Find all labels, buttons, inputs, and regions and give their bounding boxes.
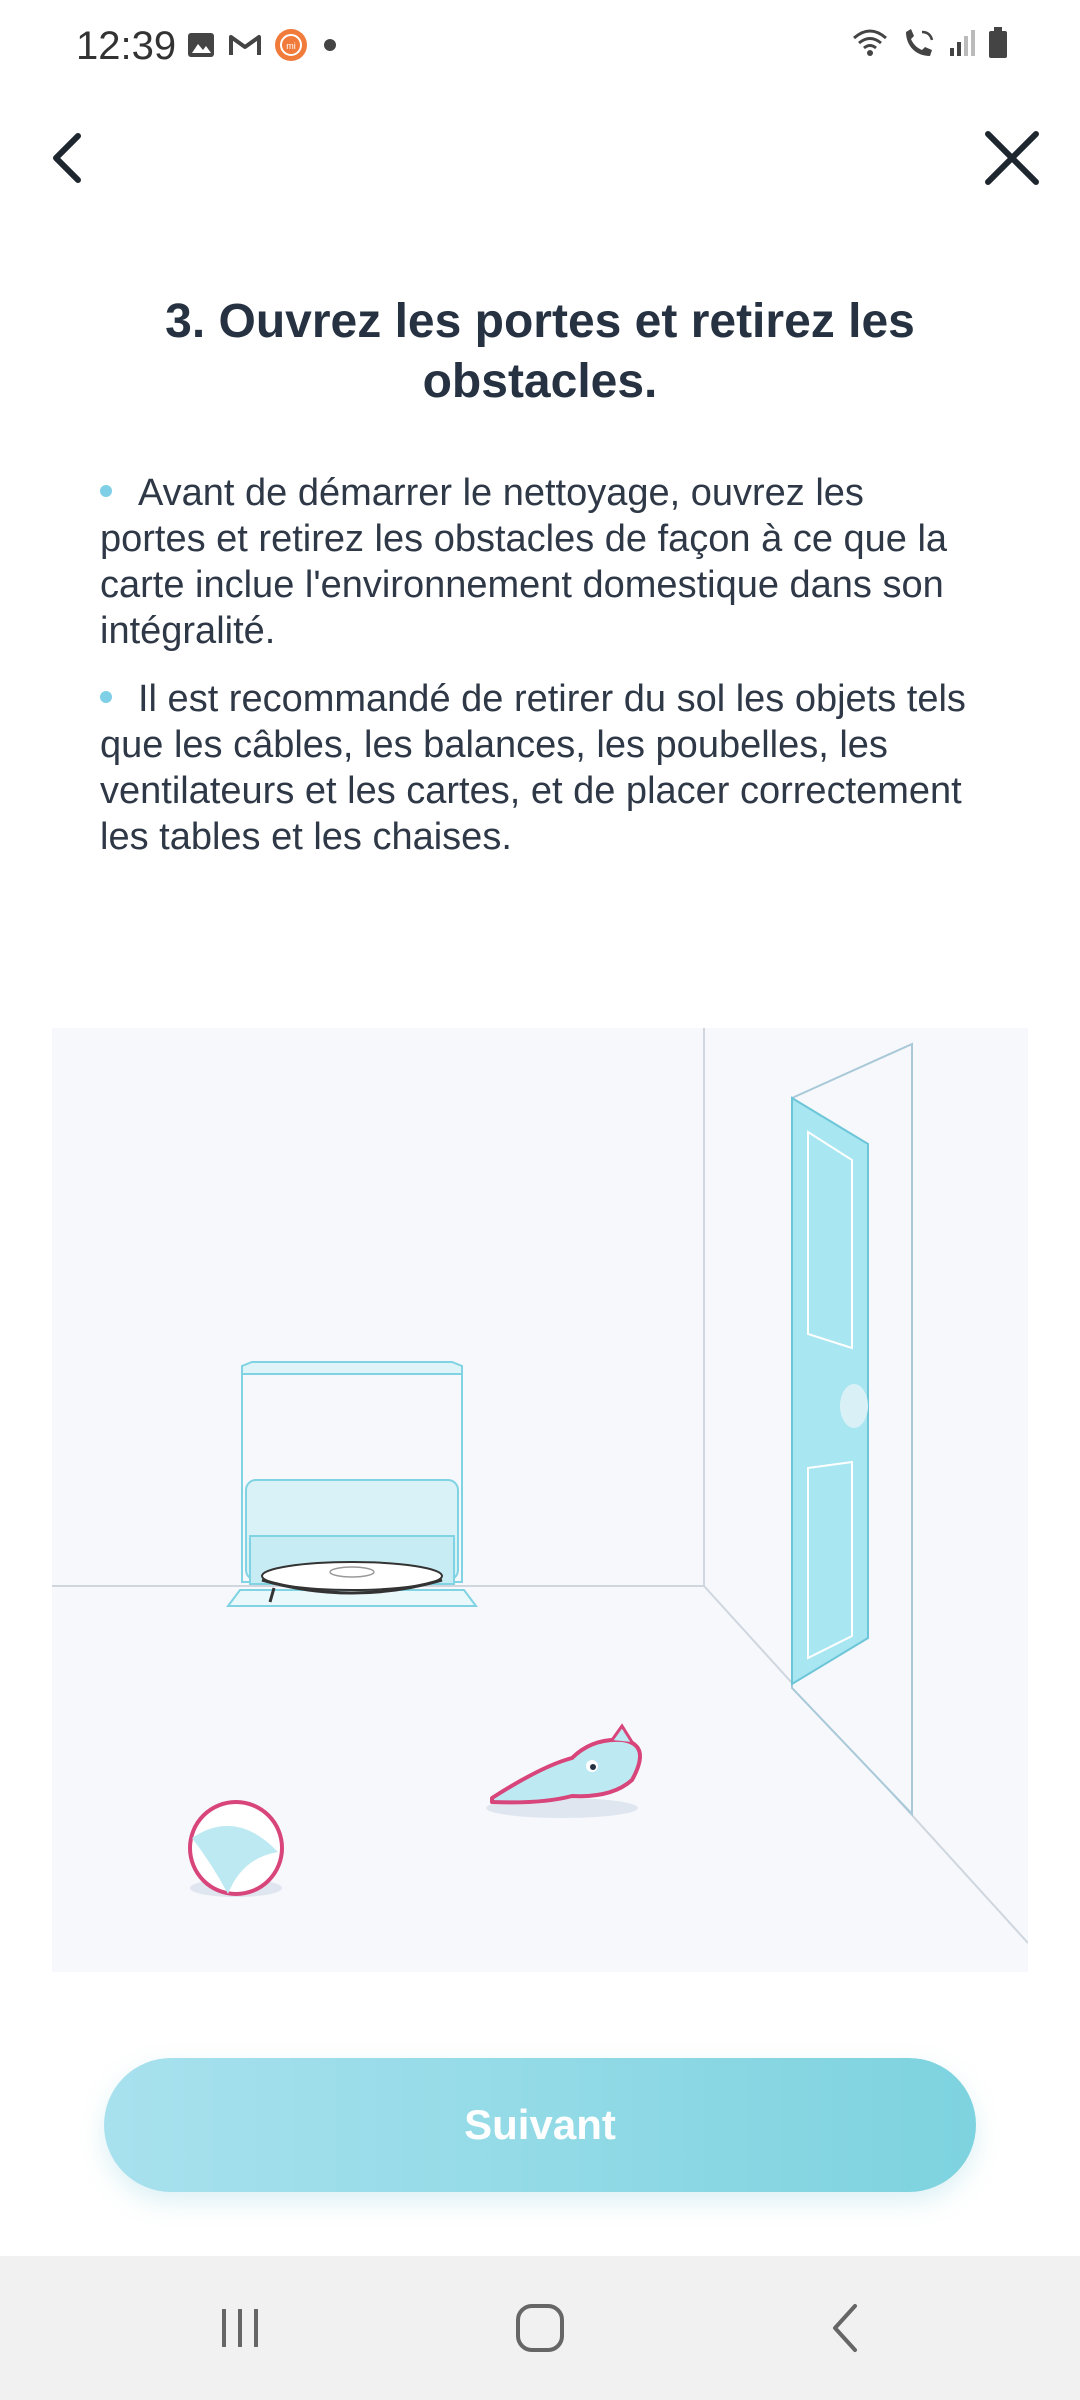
system-back-button[interactable] bbox=[795, 2284, 895, 2372]
next-button[interactable]: Suivant bbox=[104, 2058, 976, 2192]
svg-text:mi: mi bbox=[286, 41, 296, 51]
instruction-item bbox=[100, 470, 980, 654]
bullet-dot-icon bbox=[100, 691, 112, 703]
signal-icon bbox=[948, 28, 978, 58]
mi-home-icon bbox=[274, 28, 308, 62]
ball-icon bbox=[190, 1802, 282, 1897]
status-icons-left bbox=[186, 28, 340, 62]
instruction-text: Il est recommandé de retirer du sol les objets tels que les câbles, les balances, les poubelles, les ventilateurs et les cartes, et de placer correctement les tables et les chaises. bbox=[100, 678, 966, 858]
system-nav-bar bbox=[0, 2256, 1080, 2400]
home-button[interactable] bbox=[490, 2284, 590, 2372]
close-button[interactable] bbox=[964, 110, 1060, 206]
back-icon bbox=[825, 2300, 865, 2356]
room-illustration bbox=[52, 1028, 1028, 1972]
status-time: 12:39 bbox=[76, 24, 177, 68]
close-icon bbox=[982, 128, 1042, 188]
instruction-item bbox=[100, 676, 980, 860]
status-bar bbox=[0, 0, 1080, 96]
wifi-call-icon bbox=[900, 26, 938, 60]
page-title: 3. Ouvrez les portes et retirez les obstacles. bbox=[165, 295, 915, 408]
instruction-text: Avant de démarrer le nettoyage, ouvrez les portes et retirez les obstacles de façon à ce que la carte inclue l'environnement domestique dans son intégralité. bbox=[100, 472, 948, 652]
gmail-icon bbox=[228, 31, 262, 59]
battery-icon bbox=[988, 27, 1008, 59]
gallery-icon bbox=[186, 30, 216, 60]
recents-icon bbox=[210, 2303, 270, 2353]
toy-icon bbox=[486, 1726, 640, 1818]
chevron-left-icon bbox=[44, 130, 92, 186]
status-icons-right bbox=[850, 26, 1008, 60]
bullet-dot-icon bbox=[100, 485, 112, 497]
wifi-icon bbox=[850, 26, 890, 60]
top-nav bbox=[0, 96, 1080, 216]
room-scene bbox=[52, 1028, 1028, 1972]
home-icon bbox=[512, 2300, 568, 2356]
instruction-list bbox=[100, 470, 980, 882]
back-button[interactable] bbox=[20, 110, 116, 206]
open-door-icon bbox=[792, 1044, 912, 1814]
dot-icon bbox=[320, 35, 340, 55]
recents-button[interactable] bbox=[190, 2284, 290, 2372]
